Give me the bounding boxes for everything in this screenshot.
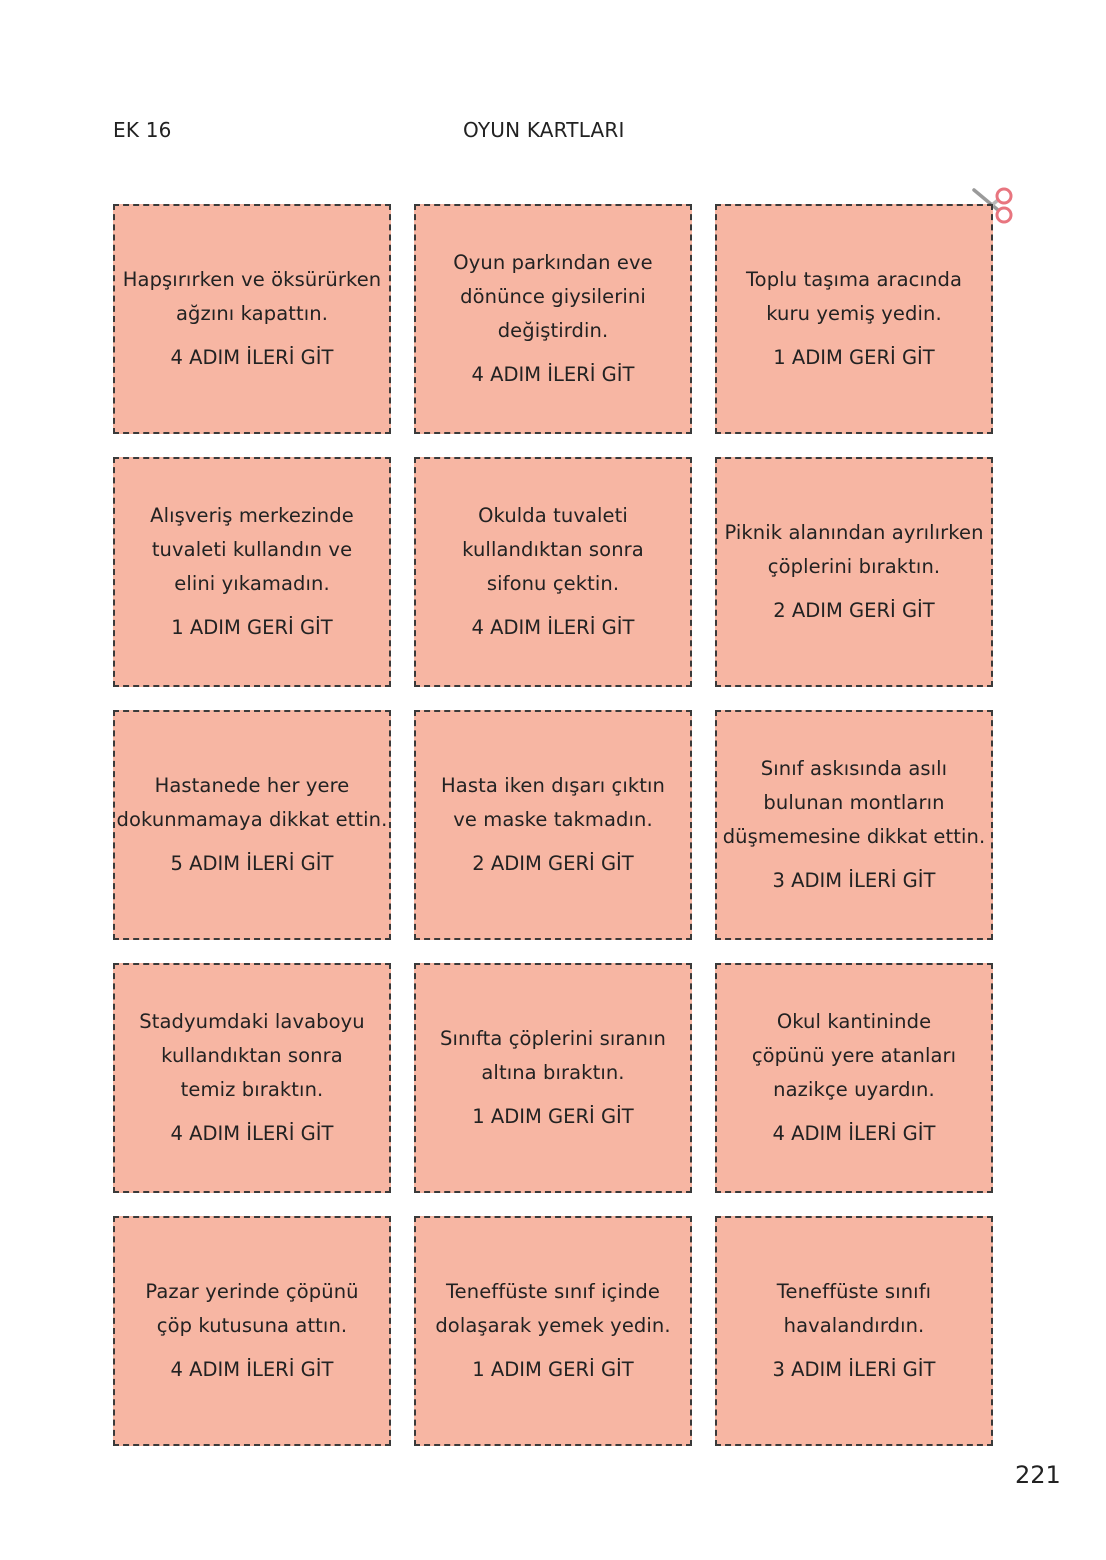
game-card <box>715 710 993 940</box>
card-action: 1 ADIM GERİ GİT <box>472 1105 634 1128</box>
game-card <box>715 963 993 1193</box>
card-text: Hasta iken dışarı çıktın ve maske takmadın. <box>441 774 665 831</box>
card-text: Okul kantininde çöpünü yere atanları nazikçe uyardın. <box>751 1010 957 1101</box>
card-action: 2 ADIM GERİ GİT <box>773 599 935 622</box>
game-card <box>715 1216 993 1446</box>
game-card <box>715 457 993 687</box>
card-text: Toplu taşıma aracında kuru yemiş yedin. <box>745 268 963 325</box>
card-action: 2 ADIM GERİ GİT <box>472 852 634 875</box>
game-card <box>414 204 692 434</box>
card-action: 5 ADIM İLERİ GİT <box>170 852 334 875</box>
card-text: Teneffüste sınıf içinde dolaşarak yemek yedin. <box>435 1280 671 1337</box>
game-card <box>414 710 692 940</box>
card-action: 4 ADIM İLERİ GİT <box>772 1122 936 1145</box>
game-card <box>414 1216 692 1446</box>
card-action: 4 ADIM İLERİ GİT <box>170 346 334 369</box>
game-card <box>113 204 391 434</box>
card-action: 4 ADIM İLERİ GİT <box>170 1122 334 1145</box>
card-text: Hastanede her yere dokunmamaya dikkat ettin. <box>116 774 388 831</box>
card-action: 3 ADIM İLERİ GİT <box>772 869 936 892</box>
card-text: Oyun parkından eve dönünce giysilerini değiştirdin. <box>453 251 653 342</box>
card-action: 4 ADIM İLERİ GİT <box>471 363 635 386</box>
game-card <box>113 963 391 1193</box>
game-card <box>113 457 391 687</box>
page-number: 221 <box>1015 1461 1061 1489</box>
card-action: 1 ADIM GERİ GİT <box>171 616 333 639</box>
card-text: Sınıfta çöplerini sıranın altına bıraktın. <box>440 1027 666 1084</box>
game-card <box>113 710 391 940</box>
game-card <box>414 457 692 687</box>
card-text: Stadyumdaki lavaboyu kullandıktan sonra temiz bıraktın. <box>139 1010 365 1101</box>
card-text: Sınıf askısında asılı bulunan montların düşmemesine dikkat ettin. <box>722 757 986 848</box>
game-card <box>414 963 692 1193</box>
card-action: 4 ADIM İLERİ GİT <box>471 616 635 639</box>
card-text: Alışveriş merkezinde tuvaleti kullandın ve elini yıkamadın. <box>150 504 354 595</box>
game-card <box>113 1216 391 1446</box>
card-text: Teneffüste sınıfı havalandırdın. <box>776 1280 932 1337</box>
card-action: 4 ADIM İLERİ GİT <box>170 1358 334 1381</box>
card-text: Hapşırırken ve öksürürken ağzını kapattın. <box>122 268 382 325</box>
game-card <box>715 204 993 434</box>
page-title: OYUN KARTLARI <box>463 118 625 142</box>
card-text: Okulda tuvaleti kullandıktan sonra sifonu çektin. <box>462 504 644 595</box>
card-action: 1 ADIM GERİ GİT <box>773 346 935 369</box>
card-text: Pazar yerinde çöpünü çöp kutusuna attın. <box>145 1280 359 1337</box>
card-action: 3 ADIM İLERİ GİT <box>772 1358 936 1381</box>
appendix-label: EK 16 <box>113 118 172 142</box>
card-action: 1 ADIM GERİ GİT <box>472 1358 634 1381</box>
card-text: Piknik alanından ayrılırken çöplerini bıraktın. <box>724 521 984 578</box>
